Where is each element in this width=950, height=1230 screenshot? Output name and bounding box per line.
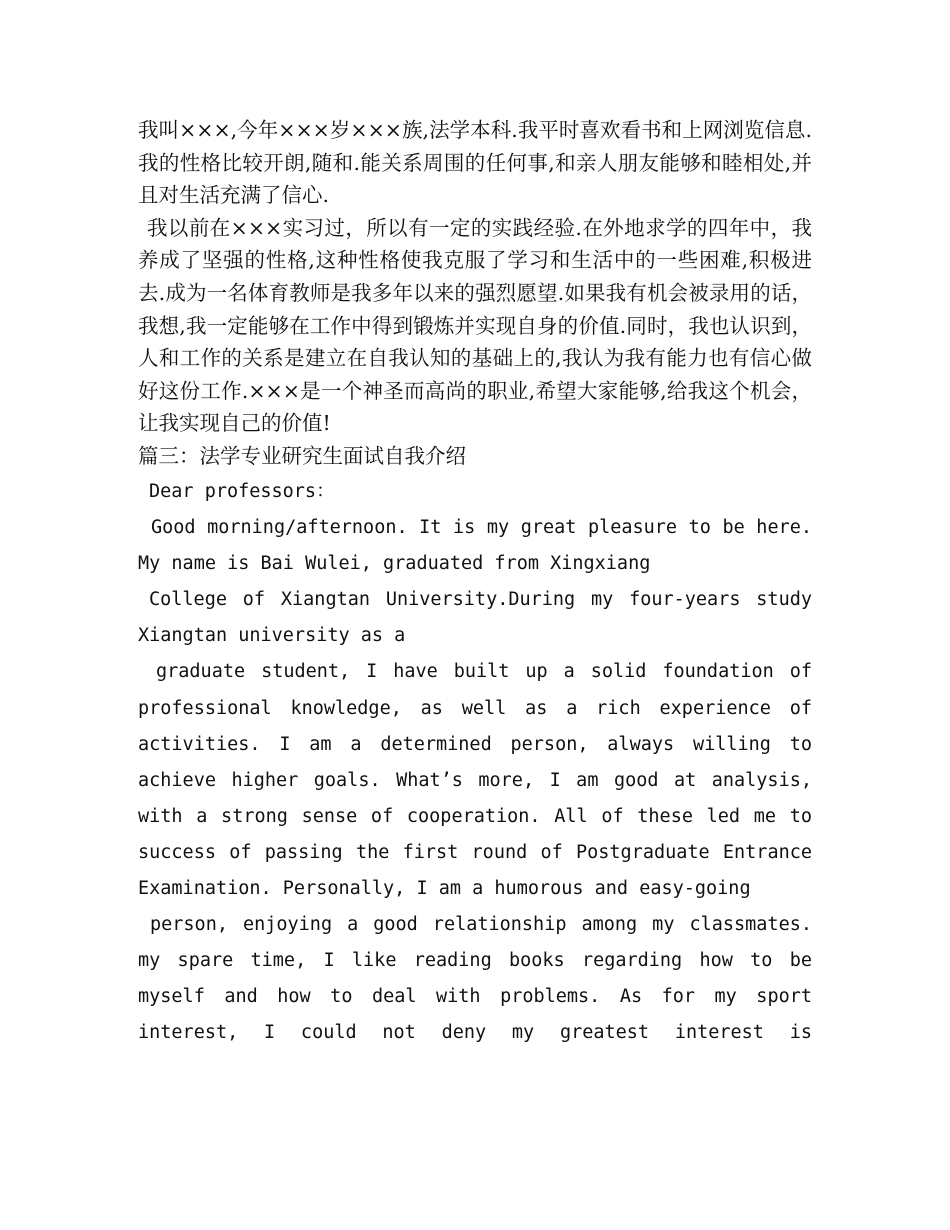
english-line: graduate student, I have built up a solid foundation of [156,661,812,683]
english-line: professional knowledge, as well as a rich experience of [138,697,812,719]
english-line: my spare time, I like reading books regarding how to be [138,950,812,972]
english-line: activities. I am a determined person, always willing to [138,733,812,755]
section-heading: 篇三：法学专业研究生面试自我介绍 [138,443,466,468]
english-line: College of Xiangtan University.During my four-years study [149,589,812,611]
english-line: Xiangtan university as a [138,625,406,647]
english-line: success of passing the first round of Postgraduate Entrance [138,841,812,863]
english-line: Good morning/afternoon. It is my great pleasure to be here. [151,517,812,539]
document-page [138,114,812,1051]
english-line: with a strong sense of cooperation. All of these led me to [138,805,812,827]
english-line: achieve higher goals. What’s more, I am good at analysis, [138,769,812,791]
english-line: person, enjoying a good relationship among my classmates. [150,914,812,936]
intro-paragraph: 我叫×××,今年×××岁×××族,法学本科.我平时喜欢看书和上网浏览信息.我的性格比较开朗,随和.能关系周围的任何事,和亲人朋友能够和睦相处,并且对生活充满了信心. [138,118,812,208]
english-line: Examination. Personally, I am a humorous and easy-going [138,877,751,899]
english-line: My name is Bai Wulei, graduated from Xingxiang [138,553,651,575]
english-line: interest, I could not deny my greatest interest is [138,1022,812,1044]
english-line: myself and how to deal with problems. As for my sport [138,986,812,1008]
experience-paragraph: 我以前在×××实习过，所以有一定的实践经验.在外地求学的四年中，我养成了坚强的性格,这种性格使我克服了学习和生活中的一些困难,积极进去.成为一名体育教师是我多年以来的强烈愿望.如果我有机会被录用的话，我想,我一定能够在工作中得到锻炼并实现自身的价值.同时，我也认识到，人和工作的关系是建立在自我认知的基础上的,我认为我有能力也有信心做好这份工作.×××是一个神圣而高尚的职业,希望大家能够,给我这个机会，让我实现自己的价值! [138,215,812,436]
salutation: Dear professors： [149,480,335,502]
